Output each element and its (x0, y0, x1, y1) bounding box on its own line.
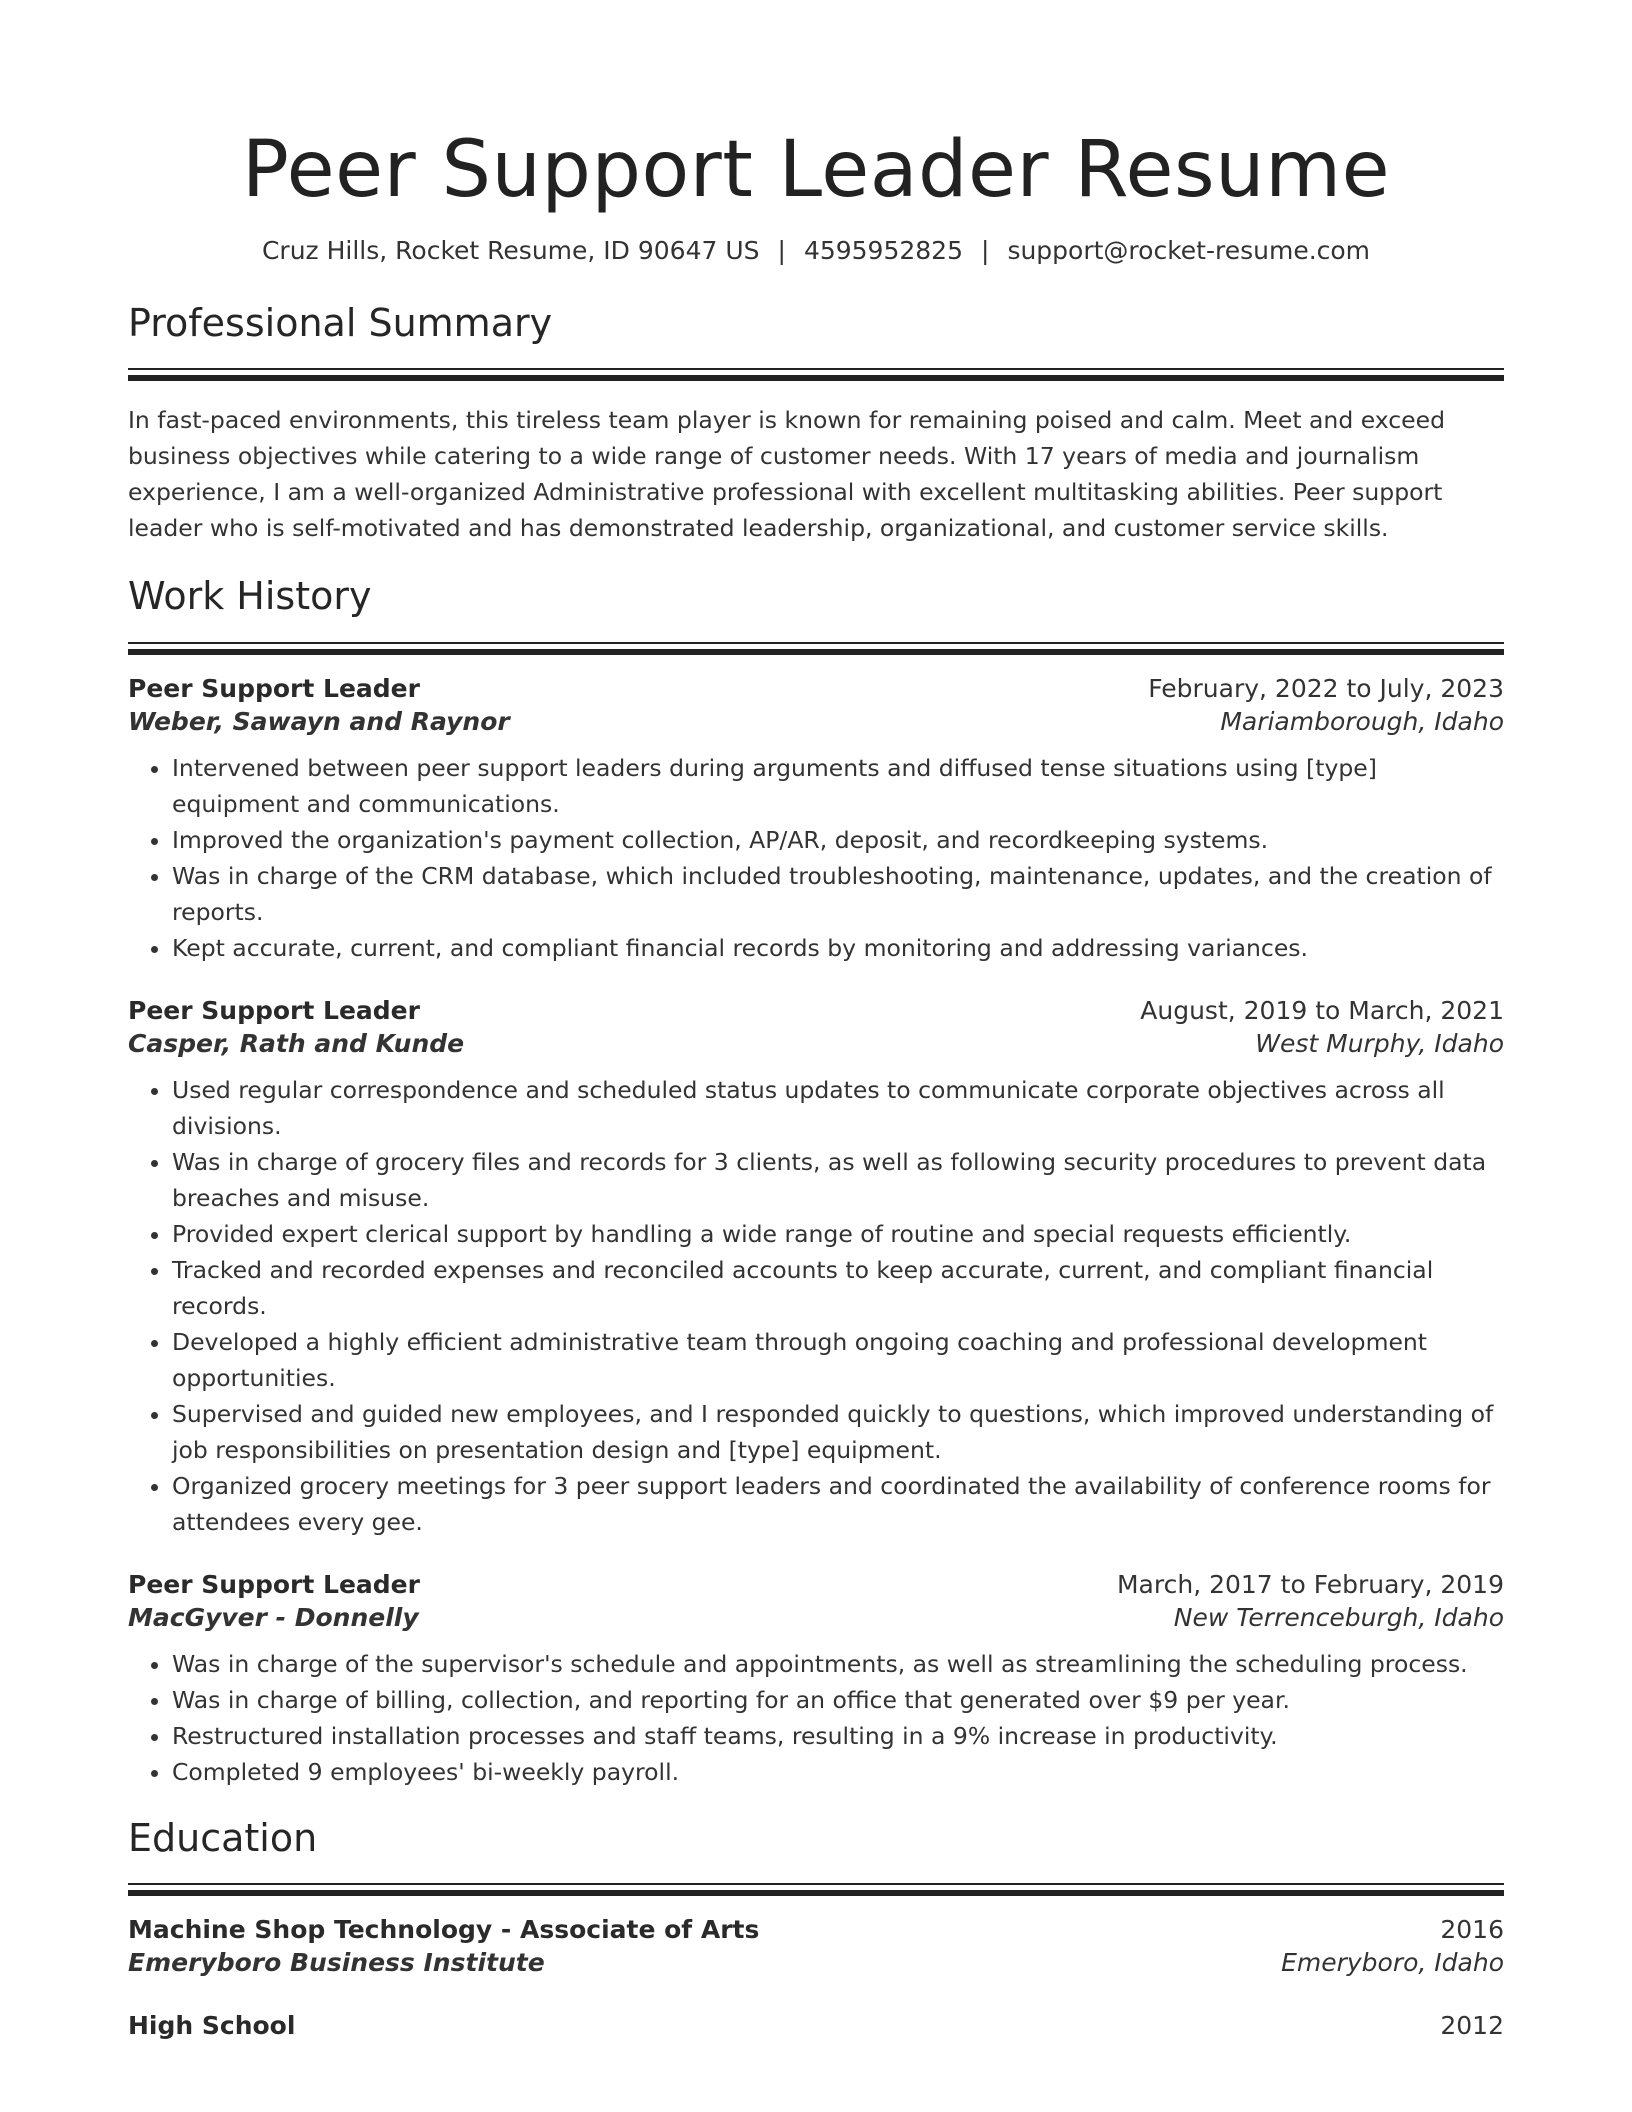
job-bullet: • Kept accurate, current, and compliant financial records by monitoring and addressing variances. (172, 930, 1504, 966)
contact-email: support@rocket-resume.com (1007, 235, 1371, 265)
education-degree: High School (128, 2011, 296, 2041)
job-subheader-row (128, 1029, 1504, 1058)
education-subheader-row (128, 1948, 1504, 1977)
job-company: Casper, Rath and Kunde (128, 1028, 465, 1058)
job-bullet: • Used regular correspondence and scheduled status updates to communicate corporate objectives across all divisions. (172, 1072, 1504, 1144)
job-title: Peer Support Leader (128, 1569, 420, 1599)
job-subheader-row (128, 1603, 1504, 1632)
job-bullets (128, 1072, 1504, 1540)
job-title: Peer Support Leader (128, 995, 420, 1025)
work-history-heading: Work History (128, 574, 372, 619)
section-divider (128, 368, 1504, 382)
job-header-row (128, 1570, 1504, 1599)
section-divider (128, 642, 1504, 656)
education-entry (128, 1915, 1504, 1977)
job-title: Peer Support Leader (128, 673, 420, 703)
job-bullets (128, 750, 1504, 966)
contact-phone: 4595952825 (803, 235, 963, 265)
job-bullet: • Intervened between peer support leaders during arguments and diffused tense situations using [type] equipment and communications. (172, 750, 1504, 822)
education-location: Emeryboro, Idaho (1281, 1948, 1504, 1978)
contact-separator: | (777, 235, 786, 265)
contact-line (128, 236, 1504, 265)
job-dates: March, 2017 to February, 2019 (1116, 1569, 1504, 1599)
summary-heading: Professional Summary (128, 300, 553, 345)
job-bullet: • Completed 9 employees' bi-weekly payroll. (172, 1754, 1504, 1790)
job-bullet: • Organized grocery meetings for 3 peer support leaders and coordinated the availability of conference rooms for attendees every gee. (172, 1468, 1504, 1540)
job-bullet: • Was in charge of the CRM database, which included troubleshooting, maintenance, updates, and the creation of reports. (172, 858, 1504, 930)
job-bullet: • Supervised and guided new employees, and I responded quickly to questions, which improved understanding of job responsibilities on presentation design and [type] equipment. (172, 1396, 1504, 1468)
job-company: Weber, Sawayn and Raynor (128, 706, 510, 736)
job-company: MacGyver - Donnelly (128, 1602, 419, 1632)
education-year: 2012 (1440, 2011, 1504, 2041)
job-location: New Terrenceburgh, Idaho (1173, 1602, 1504, 1632)
job-header-row (128, 996, 1504, 1025)
job-bullets (128, 1646, 1504, 1790)
education-header-row (128, 1915, 1504, 1944)
job-entry (128, 996, 1504, 1540)
job-bullet: • Provided expert clerical support by handling a wide range of routine and special requests efficiently. (172, 1216, 1504, 1252)
job-bullet: • Restructured installation processes and staff teams, resulting in a 9% increase in productivity. (172, 1718, 1504, 1754)
section-divider (128, 1883, 1504, 1897)
job-bullet: • Tracked and recorded expenses and reconciled accounts to keep accurate, current, and compliant financial records. (172, 1252, 1504, 1324)
job-dates: August, 2019 to March, 2021 (1140, 995, 1504, 1025)
summary-text: In fast-paced environments, this tireless team player is known for remaining poised and calm. Meet and exceed business objectives while catering to a wide range of customer needs. With 17 years of media and journalism experience, I am a well-organized Administrative professional with excellent multitasking abilities. Peer support leader who is self-motivated and has demonstrated leadership, organizational, and customer service skills. (128, 406, 1445, 543)
job-entry (128, 1570, 1504, 1790)
job-bullet: • Was in charge of the supervisor's schedule and appointments, as well as streamlining the scheduling process. (172, 1646, 1504, 1682)
education-header-row (128, 2011, 1504, 2040)
resume-page (128, 0, 1504, 2040)
job-bullet: • Was in charge of grocery files and records for 3 clients, as well as following security procedures to prevent data breaches and misuse. (172, 1144, 1504, 1216)
job-subheader-row (128, 707, 1504, 736)
job-bullet: • Was in charge of billing, collection, and reporting for an office that generated over $9 per year. (172, 1682, 1504, 1718)
education-degree: Machine Shop Technology - Associate of Arts (128, 1915, 760, 1945)
job-location: Mariamborough, Idaho (1220, 706, 1504, 736)
job-location: West Murphy, Idaho (1255, 1028, 1504, 1058)
contact-separator: | (981, 235, 990, 265)
contact-address: Cruz Hills, Rocket Resume, ID 90647 US (261, 235, 760, 265)
summary-section (128, 301, 1504, 547)
job-bullet: • Improved the organization's payment collection, AP/AR, deposit, and recordkeeping systems. (172, 822, 1504, 858)
job-dates: February, 2022 to July, 2023 (1148, 673, 1504, 703)
job-bullet: • Developed a highly efficient administrative team through ongoing coaching and professional development opportunities. (172, 1324, 1504, 1396)
education-school: Emeryboro Business Institute (128, 1948, 545, 1978)
job-entry (128, 674, 1504, 966)
work-history-section (128, 574, 1504, 1790)
education-entry (128, 2011, 1504, 2040)
education-section (128, 1816, 1504, 2041)
resume-title: Peer Support Leader Resume (241, 125, 1391, 215)
job-header-row (128, 674, 1504, 703)
education-year: 2016 (1440, 1915, 1504, 1945)
education-heading: Education (128, 1815, 318, 1860)
